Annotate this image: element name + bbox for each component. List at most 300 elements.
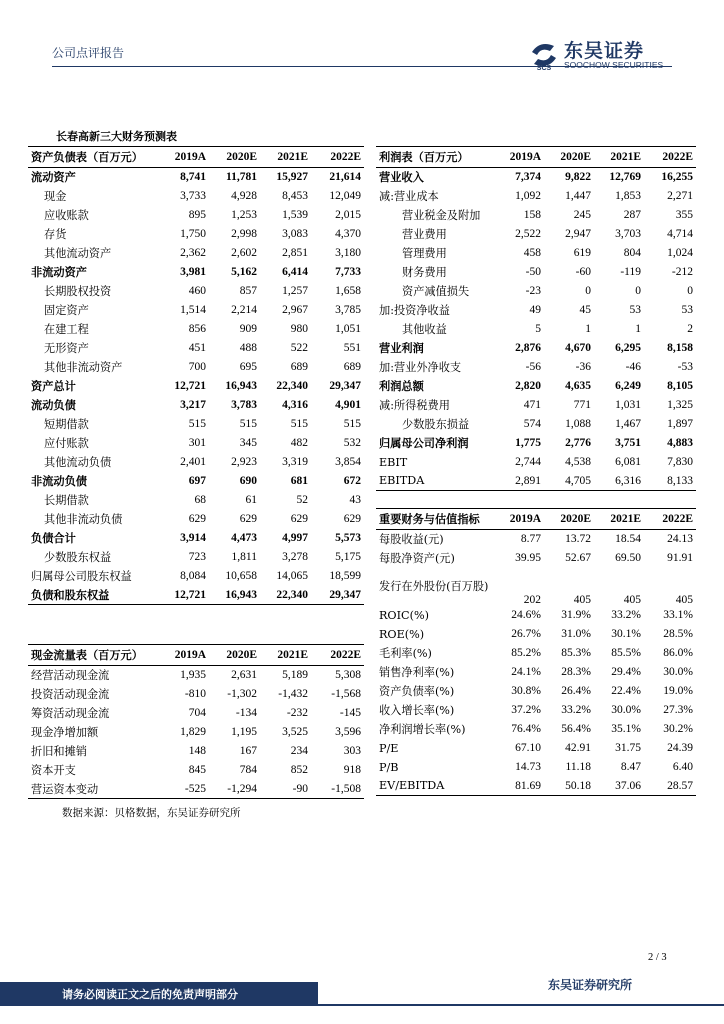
- row-value: 3,083: [282, 228, 308, 240]
- row-value: 1,897: [667, 418, 693, 430]
- row-value: 6,295: [615, 342, 641, 354]
- row-label: 非流动资产: [31, 265, 87, 279]
- row-label: P/E: [379, 741, 399, 755]
- table-row: [376, 682, 696, 701]
- row-value: 85.5%: [611, 647, 641, 659]
- row-value: 574: [523, 418, 541, 430]
- row-value: -1,302: [227, 688, 257, 700]
- row-value: 1,658: [335, 285, 361, 297]
- row-label: 其他流动负债: [44, 456, 112, 469]
- row-value: 2,947: [565, 228, 591, 240]
- row-value: 1,775: [515, 437, 541, 449]
- balance-header-year: 2022E: [311, 147, 364, 168]
- row-value: 28.5%: [663, 628, 693, 640]
- row-value: 30.8%: [511, 685, 541, 697]
- table-row: [28, 548, 364, 567]
- row-value: 672: [343, 475, 361, 487]
- row-value: 895: [188, 209, 206, 221]
- table-row: [376, 625, 696, 644]
- row-value: 2,744: [515, 456, 541, 468]
- row-value: 3,180: [335, 247, 361, 259]
- row-value: 405: [675, 593, 693, 606]
- row-value: 1: [635, 323, 641, 335]
- row-value: -145: [339, 707, 361, 719]
- row-value: 12,769: [609, 171, 641, 184]
- row-value: 24.1%: [511, 666, 541, 678]
- row-value: 81.69: [494, 777, 544, 796]
- row-value: 86.0%: [663, 647, 693, 659]
- row-value: 5,573: [335, 532, 361, 544]
- row-value: 460: [188, 285, 206, 297]
- table-row: [376, 701, 696, 720]
- row-value: 2,401: [180, 456, 206, 468]
- table-row: [376, 377, 696, 396]
- row-label: 少数股东损益: [402, 418, 470, 431]
- row-value: 29.4%: [611, 666, 641, 678]
- row-label: 应付账款: [44, 437, 89, 450]
- row-label: 归属母公司股东权益: [31, 570, 132, 583]
- row-value: 4,370: [335, 228, 361, 240]
- row-label: 毛利率(%): [379, 647, 432, 660]
- row-label: 资产负债率(%): [379, 685, 455, 698]
- row-value: 4,316: [282, 399, 308, 411]
- row-value: 30.2%: [663, 723, 693, 735]
- row-value: 50.18: [544, 777, 594, 796]
- row-value: 19.0%: [663, 685, 693, 697]
- table-row: [376, 168, 696, 187]
- table-row: [376, 758, 696, 777]
- row-value: 16,255: [661, 171, 693, 184]
- row-value: 31.0%: [561, 628, 591, 640]
- table-row: [28, 263, 364, 282]
- row-label: 营业税金及附加: [402, 209, 481, 222]
- row-value: 30.1%: [611, 628, 641, 640]
- row-value: 1,088: [565, 418, 591, 430]
- table-row: [28, 415, 364, 434]
- row-value: 2,967: [282, 304, 308, 316]
- row-value: 771: [573, 399, 591, 411]
- row-value: 67.10: [515, 742, 541, 754]
- row-value: 689: [343, 361, 361, 373]
- row-label: 折旧和摊销: [31, 745, 87, 758]
- row-value: 4,714: [667, 228, 693, 240]
- row-label: 应收账款: [44, 209, 89, 222]
- row-value: 3,319: [282, 456, 308, 468]
- row-label: 财务费用: [402, 266, 447, 279]
- table-row: [28, 586, 364, 605]
- row-value: 700: [188, 361, 206, 373]
- row-value: 45: [579, 304, 591, 316]
- row-value: 1,325: [667, 399, 693, 411]
- row-label: P/B: [379, 760, 399, 774]
- row-label: 减:所得税费用: [379, 399, 450, 412]
- row-value: 12,721: [174, 380, 206, 392]
- table-row: [376, 777, 696, 796]
- row-value: 4,901: [335, 399, 361, 411]
- table-row: [28, 282, 364, 301]
- table-row: [376, 225, 696, 244]
- row-value: 85.3%: [561, 647, 591, 659]
- table-row: [28, 434, 364, 453]
- table-row: [376, 472, 696, 491]
- row-value: 11.18: [565, 761, 591, 773]
- row-value: 28.3%: [561, 666, 591, 678]
- income-header-label: 利润表（百万元）: [376, 147, 494, 168]
- row-value: 28.57: [644, 777, 696, 796]
- row-label: 少数股东权益: [44, 551, 112, 564]
- row-value: 6,414: [282, 266, 308, 278]
- row-value: 2,891: [494, 472, 544, 491]
- row-value: 30.0%: [611, 704, 641, 716]
- row-value: 3,278: [282, 551, 308, 563]
- row-label: 加:投资净收益: [379, 304, 450, 317]
- row-value: 42.91: [565, 742, 591, 754]
- row-value: 0: [585, 285, 591, 297]
- row-label: 资本开支: [31, 764, 76, 777]
- table-row: [28, 320, 364, 339]
- table-row: [376, 206, 696, 225]
- table-row: [28, 396, 364, 415]
- table-row: [28, 339, 364, 358]
- row-value: 22,340: [260, 586, 311, 605]
- metrics-header-year: 2020E: [544, 509, 594, 530]
- row-value: 5: [535, 323, 541, 335]
- row-value: 8,105: [667, 380, 693, 392]
- row-value: 405: [573, 593, 591, 606]
- row-value: -119: [620, 266, 641, 278]
- row-value: 4,635: [565, 380, 591, 392]
- row-value: 5,162: [231, 266, 257, 278]
- table-row: [28, 168, 364, 187]
- row-label: 发行在外股份(百万股): [379, 580, 489, 593]
- footer-disclaimer: 请务必阅读正文之后的免责声明部分: [62, 988, 238, 1001]
- row-label: 加:营业外净收支: [379, 361, 462, 374]
- row-value: 35.1%: [611, 723, 641, 735]
- row-value: 24.39: [667, 742, 693, 754]
- row-value: -134: [235, 707, 257, 719]
- row-value: 3,751: [615, 437, 641, 449]
- table-row: [28, 358, 364, 377]
- row-value: 9,822: [565, 171, 591, 184]
- row-value: 629: [290, 513, 308, 525]
- row-value: 804: [623, 247, 641, 259]
- row-value: -46: [625, 361, 641, 373]
- row-label: 无形资产: [44, 342, 89, 355]
- cashflow-header-year: 2019A: [158, 645, 209, 666]
- brand-name-cn: 东吴证券: [564, 40, 645, 62]
- row-value: 681: [290, 475, 308, 487]
- row-value: 515: [290, 418, 308, 430]
- table-row: [28, 301, 364, 320]
- row-value: 22,340: [276, 380, 308, 392]
- row-value: 148: [188, 745, 206, 757]
- row-value: 16,943: [209, 586, 260, 605]
- row-value: 1,051: [335, 323, 361, 335]
- row-label: 其他流动资产: [44, 247, 112, 260]
- cashflow-header-year: 2020E: [209, 645, 260, 666]
- cashflow-table: [28, 644, 364, 799]
- row-value: 85.2%: [511, 647, 541, 659]
- row-value: 909: [239, 323, 257, 335]
- table-row: [28, 244, 364, 263]
- row-value: 61: [245, 494, 257, 506]
- row-value: 6.40: [672, 761, 693, 773]
- row-value: 3,783: [231, 399, 257, 411]
- row-value: 515: [239, 418, 257, 430]
- row-value: 234: [290, 745, 308, 757]
- row-value: 4,928: [231, 190, 257, 202]
- row-value: 3,596: [335, 726, 361, 738]
- row-value: 5,175: [335, 551, 361, 563]
- row-value: 695: [239, 361, 257, 373]
- row-value: 15,927: [276, 171, 308, 184]
- table-row: [376, 549, 696, 568]
- row-label: EBIT: [379, 455, 408, 469]
- row-value: 4,670: [565, 342, 591, 354]
- row-value: 8,084: [180, 570, 206, 582]
- table-row: [28, 491, 364, 510]
- report-type: 公司点评报告: [52, 46, 125, 60]
- row-label: 每股收益(元): [379, 533, 444, 547]
- income-header-year: 2019A: [494, 147, 544, 168]
- metrics-header-year: 2019A: [494, 509, 544, 530]
- balance-header-row: [28, 147, 364, 168]
- row-value: 5,308: [335, 669, 361, 682]
- table-row: [28, 685, 364, 704]
- row-value: 76.4%: [511, 723, 541, 735]
- row-label: 筹资活动现金流: [31, 707, 110, 720]
- row-value: 852: [290, 764, 308, 776]
- row-value: 5,189: [282, 669, 308, 682]
- row-value: 488: [239, 342, 257, 354]
- income-header-year: 2022E: [644, 147, 696, 168]
- table-row: [376, 358, 696, 377]
- row-value: 1,539: [282, 209, 308, 221]
- table-row: [376, 244, 696, 263]
- row-value: 8.77: [520, 533, 541, 546]
- table-row: [28, 780, 364, 799]
- metrics-header-year: 2021E: [594, 509, 644, 530]
- row-label: 流动负债: [31, 398, 76, 412]
- table-row: [376, 415, 696, 434]
- row-value: 2,998: [231, 228, 257, 240]
- row-value: 689: [290, 361, 308, 373]
- row-value: 3,217: [180, 399, 206, 411]
- row-value: 355: [675, 209, 693, 221]
- row-value: 52.67: [565, 552, 591, 564]
- data-source: 数据来源：贝格数据，东吴证券研究所: [62, 807, 241, 819]
- cashflow-header-year: 2022E: [311, 645, 364, 666]
- balance-sheet-table: [28, 146, 364, 605]
- row-value: 690: [239, 475, 257, 487]
- row-label: 营运资本变动: [28, 780, 158, 799]
- row-value: 1,829: [180, 726, 206, 738]
- row-value: 2,820: [515, 380, 541, 392]
- row-value: 2,362: [180, 247, 206, 259]
- balance-header-year: 2020E: [209, 147, 260, 168]
- row-value: 3,981: [180, 266, 206, 278]
- table-row: [376, 339, 696, 358]
- row-value: 980: [290, 323, 308, 335]
- row-value: 3,785: [335, 304, 361, 316]
- table-row: [376, 739, 696, 758]
- metrics-header-row: [376, 509, 696, 530]
- brand-logo: [528, 36, 678, 72]
- table-row: [376, 301, 696, 320]
- row-value: 6,249: [615, 380, 641, 392]
- row-value: 31.75: [615, 742, 641, 754]
- row-value: -36: [575, 361, 591, 373]
- row-value: 167: [239, 745, 257, 757]
- row-value: 24.13: [667, 533, 693, 546]
- row-value: 91.91: [667, 552, 693, 564]
- table-row: [28, 206, 364, 225]
- row-value: 845: [188, 764, 206, 776]
- row-value: 14.73: [515, 761, 541, 773]
- row-value: 4,705: [544, 472, 594, 491]
- row-label: ROIC(%): [379, 608, 429, 622]
- balance-header-year: 2019A: [158, 147, 209, 168]
- row-value: 2,851: [282, 247, 308, 259]
- row-value: -23: [525, 285, 541, 297]
- row-value: 8.47: [620, 761, 641, 773]
- row-value: 2,522: [515, 228, 541, 240]
- row-value: 31.9%: [561, 609, 591, 621]
- table-row: [376, 606, 696, 625]
- row-value: 301: [188, 437, 206, 449]
- row-value: 8,741: [180, 171, 206, 184]
- row-value: 1,467: [615, 418, 641, 430]
- row-value: 1,195: [231, 726, 257, 738]
- row-value: 39.95: [515, 552, 541, 564]
- table-row: [376, 187, 696, 206]
- row-value: 1,447: [565, 190, 591, 202]
- row-value: 856: [188, 323, 206, 335]
- row-value: 2,776: [565, 437, 591, 449]
- row-value: 14,065: [276, 570, 308, 582]
- row-label: 管理费用: [402, 247, 447, 260]
- row-value: 69.50: [615, 552, 641, 564]
- row-value: 2,271: [667, 190, 693, 202]
- row-label: EV/EBITDA: [376, 777, 494, 796]
- row-value: 2,923: [231, 456, 257, 468]
- row-value: -1,508: [311, 780, 364, 799]
- cashflow-header-label: 现金流量表（百万元）: [28, 645, 158, 666]
- row-value: 458: [523, 247, 541, 259]
- cashflow-header-row: [28, 645, 364, 666]
- row-value: 0: [635, 285, 641, 297]
- row-value: 37.06: [594, 777, 644, 796]
- table-row: [376, 568, 696, 606]
- balance-header-year: 2021E: [260, 147, 311, 168]
- row-value: 8,133: [644, 472, 696, 491]
- table-row: [28, 377, 364, 396]
- table-row: [376, 282, 696, 301]
- row-value: 18.54: [615, 533, 641, 546]
- row-value: 29,347: [311, 586, 364, 605]
- row-label: 其他非流动负债: [44, 513, 123, 526]
- row-value: 784: [239, 764, 257, 776]
- table-row: [376, 644, 696, 663]
- row-label: 营业收入: [379, 170, 424, 185]
- row-value: 11,781: [226, 171, 257, 184]
- row-value: 697: [188, 475, 206, 487]
- table-row: [28, 761, 364, 780]
- row-value: -1,568: [331, 688, 361, 700]
- income-statement-table: [376, 146, 696, 491]
- brand-mark-icon: [528, 38, 560, 72]
- row-value: 451: [188, 342, 206, 354]
- table-row: [28, 742, 364, 761]
- row-value: -53: [677, 361, 693, 373]
- row-label: 收入增长率(%): [379, 704, 455, 717]
- row-value: 10,658: [225, 570, 257, 582]
- row-value: 629: [188, 513, 206, 525]
- row-label: 减:营业成本: [379, 190, 439, 203]
- row-label: 每股净资产(元): [379, 552, 455, 565]
- income-header-row: [376, 147, 696, 168]
- table-row: [376, 663, 696, 682]
- row-value: 0: [687, 285, 693, 297]
- row-value: 52: [296, 494, 308, 506]
- table-row: [28, 510, 364, 529]
- table-row: [28, 529, 364, 548]
- row-value: 619: [573, 247, 591, 259]
- row-value: 22.4%: [611, 685, 641, 697]
- row-value: 43: [349, 494, 361, 506]
- row-value: 13.72: [565, 533, 591, 546]
- row-value: 8,158: [667, 342, 693, 354]
- row-value: 4,997: [282, 532, 308, 544]
- row-label: 在建工程: [44, 323, 89, 336]
- row-value: 3,854: [335, 456, 361, 468]
- row-value: 918: [343, 764, 361, 776]
- row-label: 利润总额: [379, 379, 424, 393]
- row-value: 515: [343, 418, 361, 430]
- section-title: 长春高新三大财务预测表: [56, 130, 177, 143]
- row-value: 405: [623, 593, 641, 606]
- row-label: 负债和股东权益: [28, 586, 158, 605]
- row-value: 7,374: [515, 171, 541, 184]
- row-value: 345: [239, 437, 257, 449]
- table-row: [28, 453, 364, 472]
- metrics-header-year: 2022E: [644, 509, 696, 530]
- row-value: 12,049: [329, 190, 361, 202]
- table-row: [28, 666, 364, 685]
- row-value: -50: [525, 266, 541, 278]
- row-label: 现金: [44, 190, 67, 203]
- brand-name-en: SOOCHOW SECURITIES: [564, 60, 664, 70]
- row-value: 24.6%: [511, 609, 541, 621]
- cashflow-header-year: 2021E: [260, 645, 311, 666]
- table-row: [376, 434, 696, 453]
- row-value: -1,294: [209, 780, 260, 799]
- row-value: 158: [523, 209, 541, 221]
- row-value: 2: [687, 323, 693, 335]
- row-label: 现金净增加额: [31, 726, 99, 739]
- row-value: -232: [286, 707, 308, 719]
- row-value: 3,914: [180, 532, 206, 544]
- row-value: 1,031: [615, 399, 641, 411]
- row-value: 3,525: [282, 726, 308, 738]
- row-value: 629: [343, 513, 361, 525]
- row-value: 68: [194, 494, 206, 506]
- row-value: -212: [671, 266, 693, 278]
- row-label: 长期股权投资: [44, 285, 112, 298]
- row-value: 1: [585, 323, 591, 335]
- row-value: 4,473: [231, 532, 257, 544]
- row-value: 6,081: [615, 456, 641, 468]
